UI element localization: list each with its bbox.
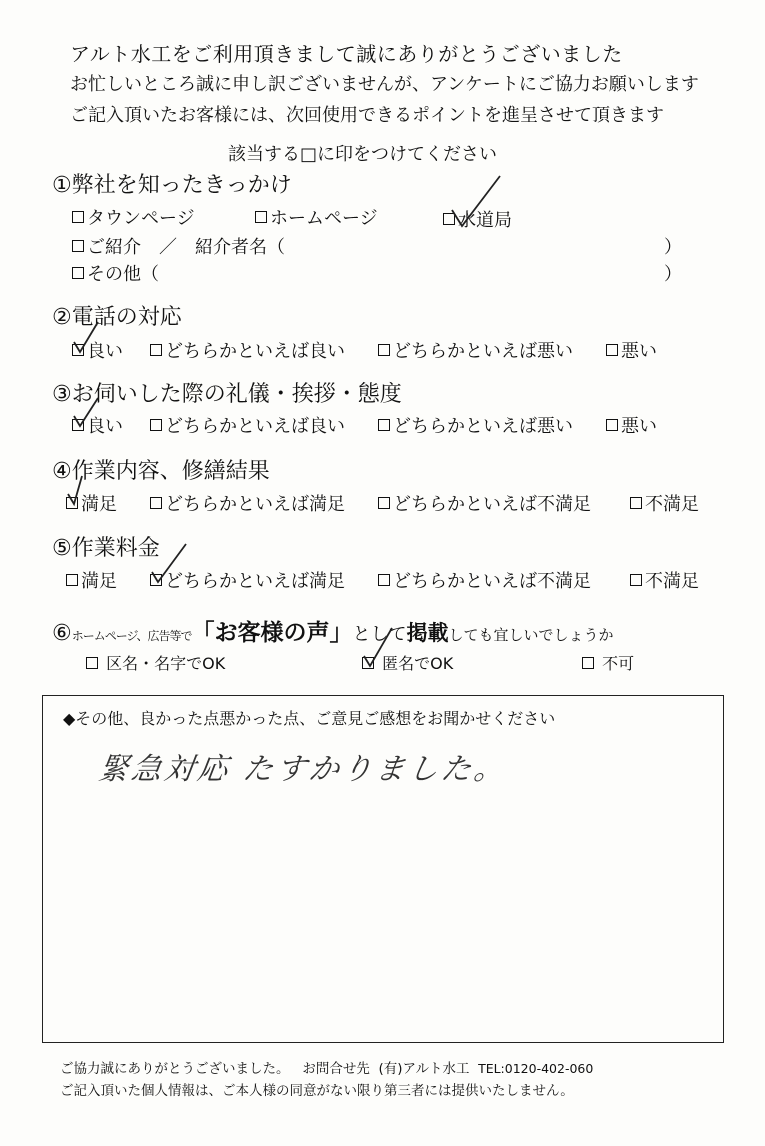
option-label: どちらかといえば満足	[165, 494, 345, 515]
q5-option-3[interactable]	[630, 567, 699, 593]
option-label: 悪い	[621, 416, 657, 437]
q3-option-2[interactable]	[378, 412, 573, 438]
footer-company: (有)アルト水工	[378, 1061, 470, 1077]
checkbox[interactable]	[606, 419, 618, 431]
checkbox[interactable]	[86, 657, 98, 669]
q4-title: ④作業内容、修繕結果	[52, 459, 270, 484]
q4-option-0[interactable]	[66, 490, 117, 516]
q1-option-suidokyoku[interactable]	[443, 206, 512, 232]
checkbox-checked[interactable]	[150, 574, 162, 586]
q2-option-3[interactable]	[606, 337, 657, 363]
q6-prefix: ホームページ、広告等で	[71, 629, 192, 643]
checkbox-checked[interactable]	[362, 657, 374, 669]
checkbox[interactable]	[606, 344, 618, 356]
checkbox[interactable]	[630, 574, 642, 586]
q2-title: ②電話の対応	[52, 305, 182, 330]
option-label: 悪い	[621, 341, 657, 362]
q6-highlight: 「お客様の声」	[191, 620, 353, 646]
option-label: タウンページ	[87, 208, 195, 229]
q3-option-1[interactable]	[150, 412, 345, 438]
checkbox[interactable]	[378, 344, 390, 356]
q1-option-other[interactable]	[72, 260, 159, 286]
comment-prompt: ◆その他、良かった点悪かった点、ご意見ご感想をお聞かせください	[63, 709, 556, 728]
comment-box[interactable]	[42, 695, 724, 1043]
q4-option-3[interactable]	[630, 490, 699, 516]
checkbox[interactable]	[630, 497, 642, 509]
handwritten-comment: 緊急対応 たすかりました。	[96, 752, 510, 787]
q4-option-1[interactable]	[150, 490, 345, 516]
q1-other-close-paren: ）	[664, 264, 682, 285]
checkbox[interactable]	[150, 497, 162, 509]
option-label: 不可	[602, 654, 635, 673]
q3-option-0[interactable]	[72, 412, 123, 438]
checkbox[interactable]	[378, 497, 390, 509]
checkbox-checked[interactable]	[443, 213, 455, 225]
checkbox-checked[interactable]	[72, 344, 84, 356]
checkbox[interactable]	[378, 419, 390, 431]
intro-line-request: お忙しいところ誠に申し訳ございませんが、アンケートにご協力お願いします	[70, 74, 699, 95]
option-label: どちらかといえば良い	[165, 341, 345, 362]
q5-option-1[interactable]	[150, 567, 345, 593]
q6-mid: として	[352, 624, 407, 645]
q5-title: ⑤作業料金	[52, 536, 160, 561]
q6-number: ⑥	[52, 621, 72, 646]
intro-line-points: ご記入頂いたお客様には、次回使用できるポイントを進呈させて頂きます	[70, 105, 664, 126]
q2-option-0[interactable]	[72, 337, 123, 363]
checkbox[interactable]	[72, 211, 84, 223]
q6-option-0[interactable]	[86, 651, 225, 674]
q1-option-shokai[interactable]	[72, 233, 285, 259]
q1-shokai-close-paren: ）	[664, 237, 682, 258]
q4-option-2[interactable]	[378, 490, 591, 516]
option-label: 不満足	[645, 494, 699, 515]
option-label: 満足	[81, 571, 117, 592]
option-label: どちらかといえば悪い	[393, 341, 573, 362]
q1-option-homepage[interactable]	[255, 204, 378, 230]
option-label: ご紹介 ／ 紹介者名（	[87, 237, 285, 258]
footer-tel: TEL:0120-402-060	[478, 1061, 594, 1076]
option-label: どちらかといえば悪い	[393, 416, 573, 437]
q6-option-2[interactable]	[582, 651, 634, 674]
checkbox-checked[interactable]	[72, 419, 84, 431]
checkbox[interactable]	[66, 574, 78, 586]
option-label: 良い	[87, 341, 123, 362]
option-label: ホームページ	[270, 208, 378, 229]
option-label: どちらかといえば不満足	[393, 494, 591, 515]
q2-option-1[interactable]	[150, 337, 345, 363]
q1-title: ①弊社を知ったきっかけ	[52, 173, 292, 198]
q6-suffix: しても宜しいでしょうか	[448, 626, 614, 644]
checkbox[interactable]	[150, 344, 162, 356]
footer-contact-label: お問合せ先	[302, 1061, 370, 1077]
form-title: アルト水工をご利用頂きまして誠にありがとうございました	[70, 42, 623, 66]
footer-thanks: ご協力誠にありがとうございました。	[60, 1061, 290, 1077]
footer-line-1	[60, 1057, 593, 1077]
option-label: どちらかといえば不満足	[393, 571, 591, 592]
q5-option-0[interactable]	[66, 567, 117, 593]
footer-privacy-notice: ご記入頂いた個人情報は、ご本人様の同意がない限り第三者には提供いたしません。	[60, 1083, 574, 1099]
q6-title	[52, 614, 614, 647]
q3-title: ③お伺いした際の礼儀・挨拶・態度	[52, 382, 402, 407]
checkbox-checked[interactable]	[66, 497, 78, 509]
q1-option-townpage[interactable]	[72, 204, 195, 230]
option-label: 良い	[87, 416, 123, 437]
checkbox[interactable]	[582, 657, 594, 669]
q3-option-3[interactable]	[606, 412, 657, 438]
checkbox[interactable]	[72, 267, 84, 279]
q6-option-1[interactable]	[362, 651, 453, 674]
option-label: 匿名でOK	[382, 654, 454, 673]
option-label: 水道局	[458, 210, 512, 231]
checkbox[interactable]	[378, 574, 390, 586]
q6-bold: 掲載	[406, 621, 449, 645]
checkbox[interactable]	[72, 240, 84, 252]
option-label: 満足	[81, 494, 117, 515]
option-label: 不満足	[645, 571, 699, 592]
option-label: 区名・名字でOK	[106, 654, 226, 673]
checkbox[interactable]	[255, 211, 267, 223]
instruction-text: 該当する□に印をつけてください	[228, 144, 498, 165]
option-label: どちらかといえば満足	[165, 571, 345, 592]
option-label: どちらかといえば良い	[165, 416, 345, 437]
q5-option-2[interactable]	[378, 567, 591, 593]
q2-option-2[interactable]	[378, 337, 573, 363]
checkbox[interactable]	[150, 419, 162, 431]
option-label: その他（	[87, 264, 159, 285]
